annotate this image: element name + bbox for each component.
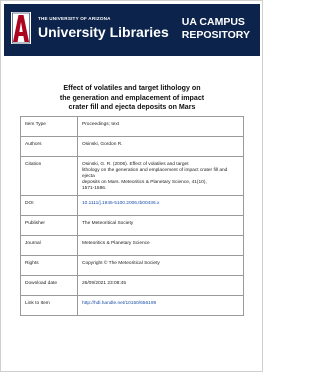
repository-banner bbox=[4, 4, 260, 56]
campus-repository-title bbox=[182, 16, 250, 41]
doi-value bbox=[78, 196, 244, 216]
authors-text: Osinski, Gordon R. bbox=[82, 142, 123, 147]
metadata-table bbox=[20, 116, 244, 316]
repository-line: REPOSITORY bbox=[181, 28, 250, 41]
citation-line: 1571-1586. bbox=[82, 186, 107, 192]
link-label: Link to Item bbox=[21, 296, 78, 316]
doi-row bbox=[21, 196, 244, 216]
citation-value bbox=[78, 157, 244, 196]
citation-line: lithology on the generation and emplacement of impact crater fill and ejecta bbox=[82, 168, 228, 180]
university-a-logo-icon bbox=[10, 10, 32, 46]
campus-line: UA CAMPUS bbox=[181, 16, 245, 28]
doi-link[interactable]: 10.1111/j.1945-5100.2006.tb00436.x bbox=[82, 201, 160, 207]
journal-value bbox=[78, 236, 244, 256]
citation-row bbox=[21, 157, 244, 196]
publisher-row bbox=[21, 216, 244, 236]
journal-label: Journal bbox=[21, 236, 78, 256]
citation-line: Osinski, G. R. (2006). Effect of volatiles and target bbox=[82, 162, 189, 167]
title-line: Effect of volatiles and target lithology on bbox=[63, 84, 201, 92]
rights-text: Copyright © The Meteoritical Society bbox=[82, 261, 160, 267]
citation-line: deposits on Mars. Meteoritics & Planetary Science, 41(10), bbox=[82, 180, 207, 186]
publisher-label: Publisher bbox=[21, 216, 78, 236]
title-line: the generation and emplacement of impact bbox=[59, 93, 205, 102]
download-date-text: 26/09/2021 23:08:45 bbox=[82, 281, 127, 287]
handle-link[interactable]: http://hdl.handle.net/10150/656199 bbox=[82, 301, 157, 307]
authors-label: Authors bbox=[21, 137, 78, 157]
download-date-value bbox=[78, 276, 244, 296]
rights-label: Rights bbox=[21, 256, 78, 276]
title-line: crater fill and ejecta deposits on Mars bbox=[68, 103, 196, 112]
publisher-text: The Meteoritical Society bbox=[82, 221, 134, 227]
item-type-text: Proceedings; text bbox=[82, 122, 120, 127]
link-value bbox=[78, 296, 244, 316]
university-name: THE UNIVERSITY OF ARIZONA bbox=[38, 16, 111, 21]
link-row bbox=[21, 296, 244, 316]
item-type-value bbox=[78, 117, 244, 137]
item-type-row bbox=[21, 117, 244, 137]
document-title bbox=[10, 84, 254, 113]
journal-text: Meteoritics & Planetary Science bbox=[82, 241, 150, 247]
download-date-label: Download date bbox=[21, 276, 78, 296]
library-name bbox=[38, 16, 169, 40]
doi-label: DOI bbox=[21, 196, 78, 216]
download-date-row bbox=[21, 276, 244, 296]
item-type-label: Item Type bbox=[21, 117, 78, 137]
rights-row bbox=[21, 256, 244, 276]
citation-label: Citation bbox=[21, 157, 78, 196]
libraries-name: University Libraries bbox=[38, 24, 169, 40]
rights-value bbox=[78, 256, 244, 276]
journal-row bbox=[21, 236, 244, 256]
authors-row bbox=[21, 137, 244, 157]
authors-value bbox=[78, 137, 244, 157]
publisher-value bbox=[78, 216, 244, 236]
